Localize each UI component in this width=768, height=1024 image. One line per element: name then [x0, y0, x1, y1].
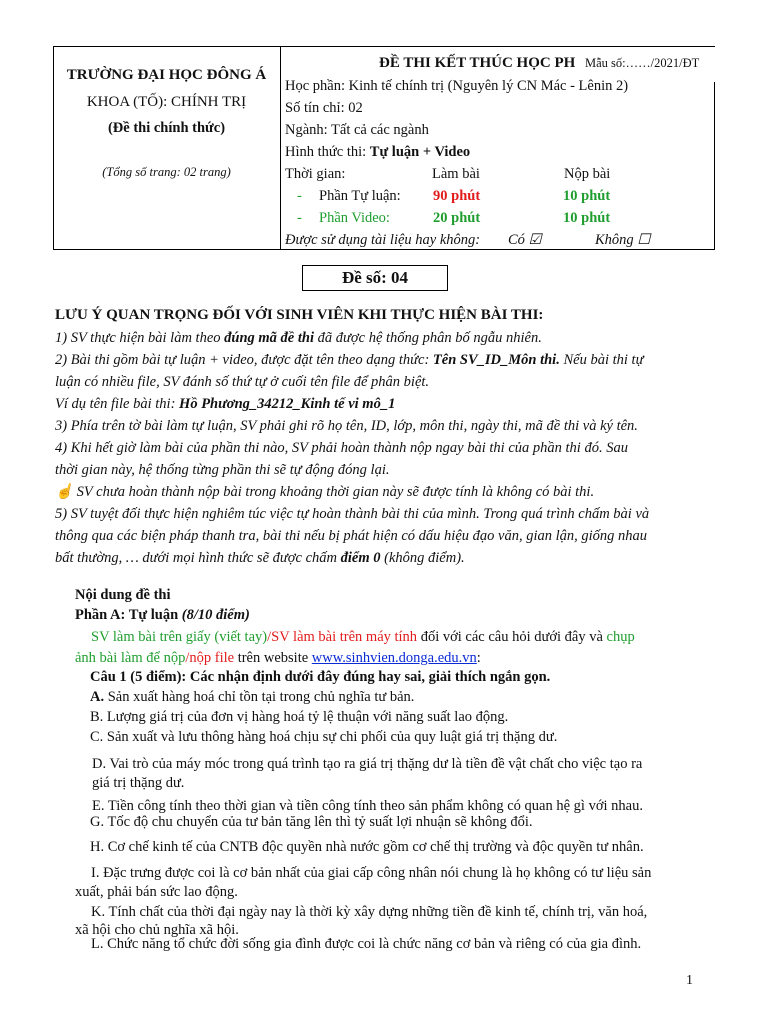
notice-1: 1) SV thực hiện bài làm theo đúng mã đề thi đã được hệ thống phân bố ngẫu nhiên. — [55, 330, 542, 346]
statement-g: G. Tốc độ chu chuyển của tư bản tăng lên thì tỷ suất lợi nhuận sẽ không đổi. — [90, 814, 533, 830]
website-link[interactable]: www.sinhvien.donga.edu.vn — [311, 650, 477, 666]
course-line: Học phần: Kinh tế chính trị (Nguyên lý CN Mác - Lênin 2) — [285, 78, 629, 94]
question-1-title: Câu 1 (5 điểm): Các nhận định dưới đây đúng hay sai, giải thích ngắn gọn. — [90, 669, 551, 685]
exam-form-line — [285, 144, 470, 161]
notice-2-cont: luận có nhiều file, SV đánh số thứ tự ở cuối tên file để phân biệt. — [55, 374, 430, 390]
page-number: 1 — [686, 973, 693, 988]
notice-4: 4) Khi hết giờ làm bài của phần thi nào, SV phải hoàn thành nộp ngay bài thi của phần thi đó. Sau — [55, 440, 628, 456]
instructions-line-1: SV làm bài trên giấy (viết tay)/SV làm bài trên máy tính đối với các câu hỏi dưới đây và chụp — [91, 629, 635, 645]
major-line: Ngành: Tất cả các ngành — [285, 122, 429, 138]
statement-c: C. Sản xuất và lưu thông hàng hoá chịu sự chi phối của quy luật giá trị thặng dư. — [90, 729, 558, 745]
essay-label: Phần Tự luận: — [319, 188, 401, 204]
notice-4-cont: thời gian này, hệ thống từng phần thi sẽ tự động đóng lại. — [55, 462, 390, 478]
notice-5: 5) SV tuyệt đối thực hiện nghiêm túc việc tự hoàn thành bài thi của mình. Trong quá trình chấm bài và — [55, 506, 650, 522]
statement-i-cont: xuất, phải bán sức lao động. — [75, 884, 238, 900]
statement-b: B. Lượng giá trị của đơn vị hàng hoá tỷ lệ thuận với năng suất lao động. — [90, 709, 509, 725]
statement-l: L. Chức năng tổ chức đời sống gia đình được coi là chức năng cơ bản và riêng có của gia đình. — [91, 936, 642, 952]
content-heading: Nội dung đề thi — [75, 587, 171, 603]
video-do-time: 20 phút — [433, 210, 481, 226]
exam-info-cell — [281, 47, 715, 250]
notice-example: Ví dụ tên file bài thi: Hồ Phương_34212_Kinh tế vi mô_1 — [55, 396, 396, 412]
exam-title: ĐỀ THI KẾT THÚC HỌC PH — [379, 55, 576, 71]
essay-dash: - — [297, 188, 302, 204]
notice-5-cont: thông qua các biện pháp thanh tra, bài thi nếu bị phát hiện có dấu hiệu đạo văn, gian lận, giống nhau — [55, 528, 648, 544]
essay-do-time: 90 phút — [433, 188, 481, 204]
faculty-name: KHOA (TỐ): CHÍNH TRỊ — [86, 93, 247, 110]
materials-no: Không ☐ — [595, 232, 651, 248]
col-submit-header: Nộp bài — [564, 166, 611, 182]
statement-e: E. Tiền công tính theo thời gian và tiền công tính theo sản phẩm không có quan hệ gì với nhau. — [92, 798, 643, 814]
statement-k: K. Tính chất của thời đại ngày nay là thời kỳ xây dựng những tiền đề kinh tế, chính trị, văn hoá, — [91, 904, 648, 920]
materials-yes: Có ☑ — [508, 232, 542, 248]
instructions-line-2: ảnh bài làm để nộp/nộp file trên website www.sinhvien.donga.edu.vn: — [75, 650, 481, 666]
statement-i: I. Đặc trưng được coi là cơ bản nhất của giai cấp công nhân nói chung là họ không có tư liệu sản — [91, 865, 652, 881]
time-label: Thời gian: — [285, 166, 346, 182]
notice-title: LƯU Ý QUAN TRỌNG ĐỐI VỚI SINH VIÊN KHI THỰC HIỆN BÀI THI: — [55, 307, 544, 323]
credits-line: Số tín chỉ: 02 — [285, 100, 363, 116]
notice-3: 3) Phía trên tờ bài làm tự luận, SV phải ghi rõ họ tên, ID, lớp, môn thi, ngày thi, mã đề thi và ký tên. — [55, 418, 638, 434]
notice-2: 2) Bài thi gồm bài tự luận + video, được đặt tên theo dạng thức: Tên SV_ID_Môn thi. Nếu bài thi tự — [55, 352, 644, 368]
exam-header — [53, 46, 715, 250]
essay-submit-time: 10 phút — [563, 188, 611, 204]
part-a-heading: Phần A: Tự luận (8/10 điểm) — [75, 607, 250, 623]
exam-form-label: Hình thức thi: — [285, 144, 370, 160]
statement-d-cont: giá trị thặng dư. — [92, 775, 185, 791]
school-info-cell — [54, 47, 281, 250]
statement-h: H. Cơ chế kinh tế của CNTB độc quyền nhà nước gồm cơ chế thị trường và độc quyền tư nhân. — [90, 839, 644, 855]
materials-question: Được sử dụng tài liệu hay không: — [285, 232, 481, 248]
video-label: Phần Video: — [319, 210, 390, 226]
statement-d: D. Vai trò của máy móc trong quá trình tạo ra giá trị thặng dư là tiền đề vật chất cho việc tạo ra — [92, 756, 643, 772]
template-number: Mẫu số:……/2021/ĐT — [581, 47, 721, 82]
official-note: (Đề thi chính thức) — [107, 119, 226, 136]
video-submit-time: 10 phút — [563, 210, 611, 226]
notice-5-end: bất thường, … dưới mọi hình thức sẽ được chấm điểm 0 (không điểm). — [55, 550, 465, 566]
statement-k-cont: xã hội cho chủ nghĩa xã hội. — [75, 922, 239, 938]
school-name: TRƯỜNG ĐẠI HỌC ĐÔNG Á — [66, 66, 267, 83]
col-do-header: Làm bài — [432, 166, 480, 182]
exam-code-box: Đề số: 04 — [302, 265, 448, 291]
page-count: (Tổng số trang: 02 trang) — [102, 164, 231, 179]
statement-a: A. Sản xuất hàng hoá chỉ tồn tại trong chủ nghĩa tư bản. — [90, 689, 415, 705]
notice-4-warning: ☝ SV chưa hoàn thành nộp bài trong khoảng thời gian này sẽ được tính là không có bài thi. — [55, 484, 595, 500]
exam-form-value: Tự luận + Video — [369, 144, 471, 160]
video-dash: - — [297, 210, 302, 226]
